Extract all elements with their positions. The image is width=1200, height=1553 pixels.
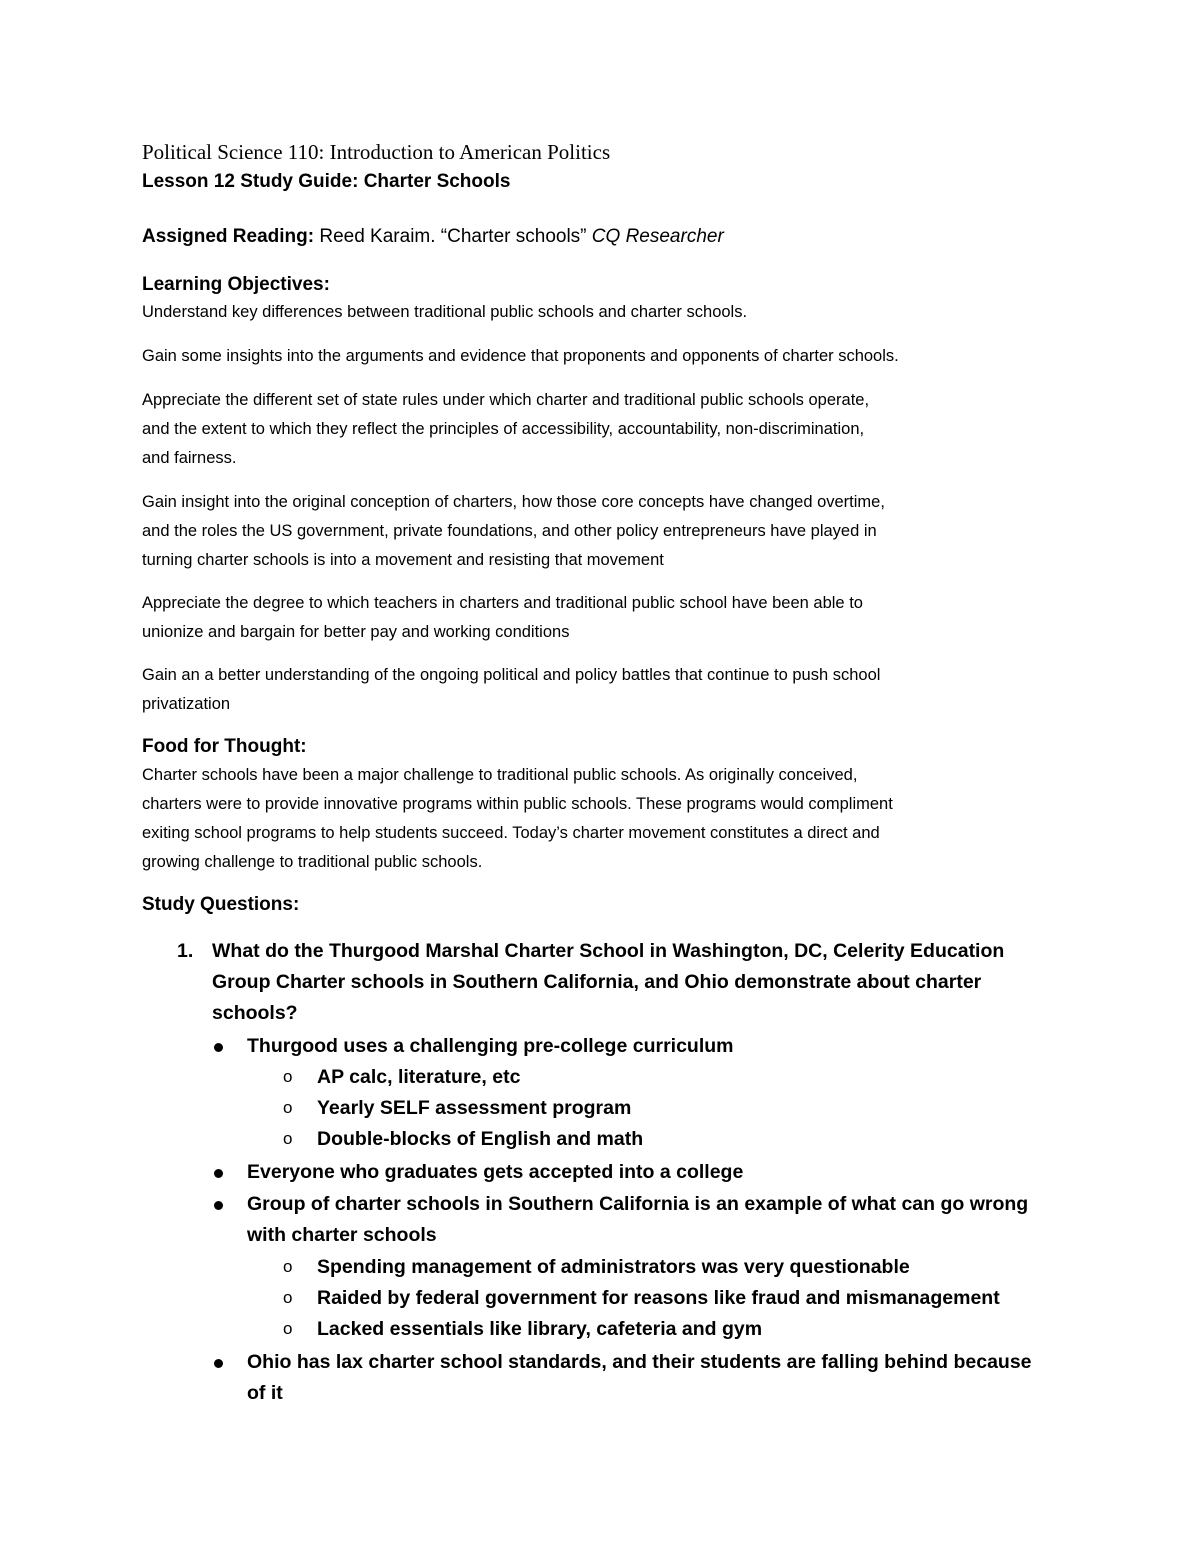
food-line: Charter schools have been a major challenge to traditional public schools. As originally conceived, — [142, 766, 858, 784]
objective-line: and the roles the US government, private foundations, and other policy entrepreneurs have played in — [142, 522, 877, 540]
objective-line: Appreciate the different set of state rules under which charter and traditional public schools operate, — [142, 391, 870, 409]
objective-line: Gain some insights into the arguments and evidence that proponents and opponents of charter schools. — [142, 347, 899, 365]
food-line: exiting school programs to help students succeed. Today’s charter movement constitutes a direct and — [142, 824, 880, 842]
answer-sub-bullet: Yearly SELF assessment program — [317, 1097, 632, 1119]
bullet-icon — [214, 1169, 223, 1178]
objective-line: Understand key differences between traditional public schools and charter schools. — [142, 303, 748, 321]
answer-bullet: Thurgood uses a challenging pre-college curriculum — [247, 1035, 734, 1057]
assigned-reading-label: Assigned Reading: — [142, 226, 315, 247]
objective-line: and fairness. — [142, 449, 237, 467]
circle-bullet-icon: o — [283, 1067, 293, 1086]
objective-1 — [142, 298, 1062, 327]
objective-line: Gain an a better understanding of the ongoing political and policy battles that continue to push school — [142, 666, 881, 684]
circle-bullet-icon: o — [283, 1319, 293, 1338]
question-line: What do the Thurgood Marshal Charter School in Washington, DC, Celerity Education — [212, 940, 1005, 962]
bullet-icon — [214, 1201, 223, 1210]
answer-line: Ohio has lax charter school standards, and their students are falling behind because — [247, 1351, 1032, 1373]
objective-line: privatization — [142, 695, 231, 713]
objective-line: Appreciate the degree to which teachers in charters and traditional public school have been able to — [142, 594, 863, 612]
objectives-heading: Learning Objectives: — [142, 274, 330, 295]
answer-bullet: Everyone who graduates gets accepted into a college — [247, 1161, 744, 1183]
answer-sub-bullet: AP calc, literature, etc — [317, 1066, 521, 1088]
food-line: growing challenge to traditional public schools. — [142, 853, 483, 871]
answer-sub-bullet: Spending management of administrators was very questionable — [317, 1256, 910, 1278]
lesson-title: Lesson 12 Study Guide: Charter Schools — [142, 171, 511, 192]
circle-bullet-icon: o — [283, 1288, 293, 1307]
assigned-reading — [142, 226, 724, 248]
question-line: Group Charter schools in Southern California, and Ohio demonstrate about charter — [212, 971, 982, 993]
objective-line: turning charter schools is into a movement and resisting that movement — [142, 551, 664, 569]
answer-line: Group of charter schools in Southern California is an example of what can go wrong — [247, 1193, 1029, 1215]
objective-3 — [142, 386, 1062, 473]
objective-line: and the extent to which they reflect the principles of accessibility, accountability, non-discrimination, — [142, 420, 865, 438]
question-1 — [212, 936, 1004, 1029]
question-line: schools? — [212, 1002, 298, 1024]
circle-bullet-icon: o — [283, 1098, 293, 1117]
objective-5 — [142, 589, 1062, 647]
answer-bullet — [247, 1347, 1032, 1409]
assigned-reading-text: Reed Karaim. “Charter schools” — [319, 226, 587, 247]
bullet-icon — [214, 1043, 223, 1052]
food-for-thought-heading: Food for Thought: — [142, 736, 307, 757]
objective-line: Gain insight into the original conception of charters, how those core concepts have changed overtime, — [142, 493, 885, 511]
answer-line: with charter schools — [247, 1224, 437, 1246]
bullet-icon — [214, 1359, 223, 1368]
study-questions-heading: Study Questions: — [142, 894, 300, 915]
answer-sub-bullet: Double-blocks of English and math — [317, 1128, 644, 1150]
answer-line: of it — [247, 1382, 283, 1404]
circle-bullet-icon: o — [283, 1129, 293, 1148]
food-line: charters were to provide innovative programs within public schools. These programs would compliment — [142, 795, 893, 813]
answer-bullet — [247, 1189, 1028, 1251]
objective-line: unionize and bargain for better pay and working conditions — [142, 623, 570, 641]
answer-sub-bullet: Raided by federal government for reasons like fraud and mismanagement — [317, 1287, 1000, 1309]
objective-2 — [142, 342, 1062, 371]
food-for-thought-text — [142, 761, 1062, 877]
assigned-reading-source: CQ Researcher — [591, 226, 724, 247]
question-number: 1. — [177, 940, 194, 962]
circle-bullet-icon: o — [283, 1257, 293, 1276]
objective-6 — [142, 661, 1062, 719]
course-title: Political Science 110: Introduction to American Politics — [142, 140, 611, 164]
answer-sub-bullet: Lacked essentials like library, cafeteria and gym — [317, 1318, 763, 1340]
objective-4 — [142, 488, 1062, 575]
